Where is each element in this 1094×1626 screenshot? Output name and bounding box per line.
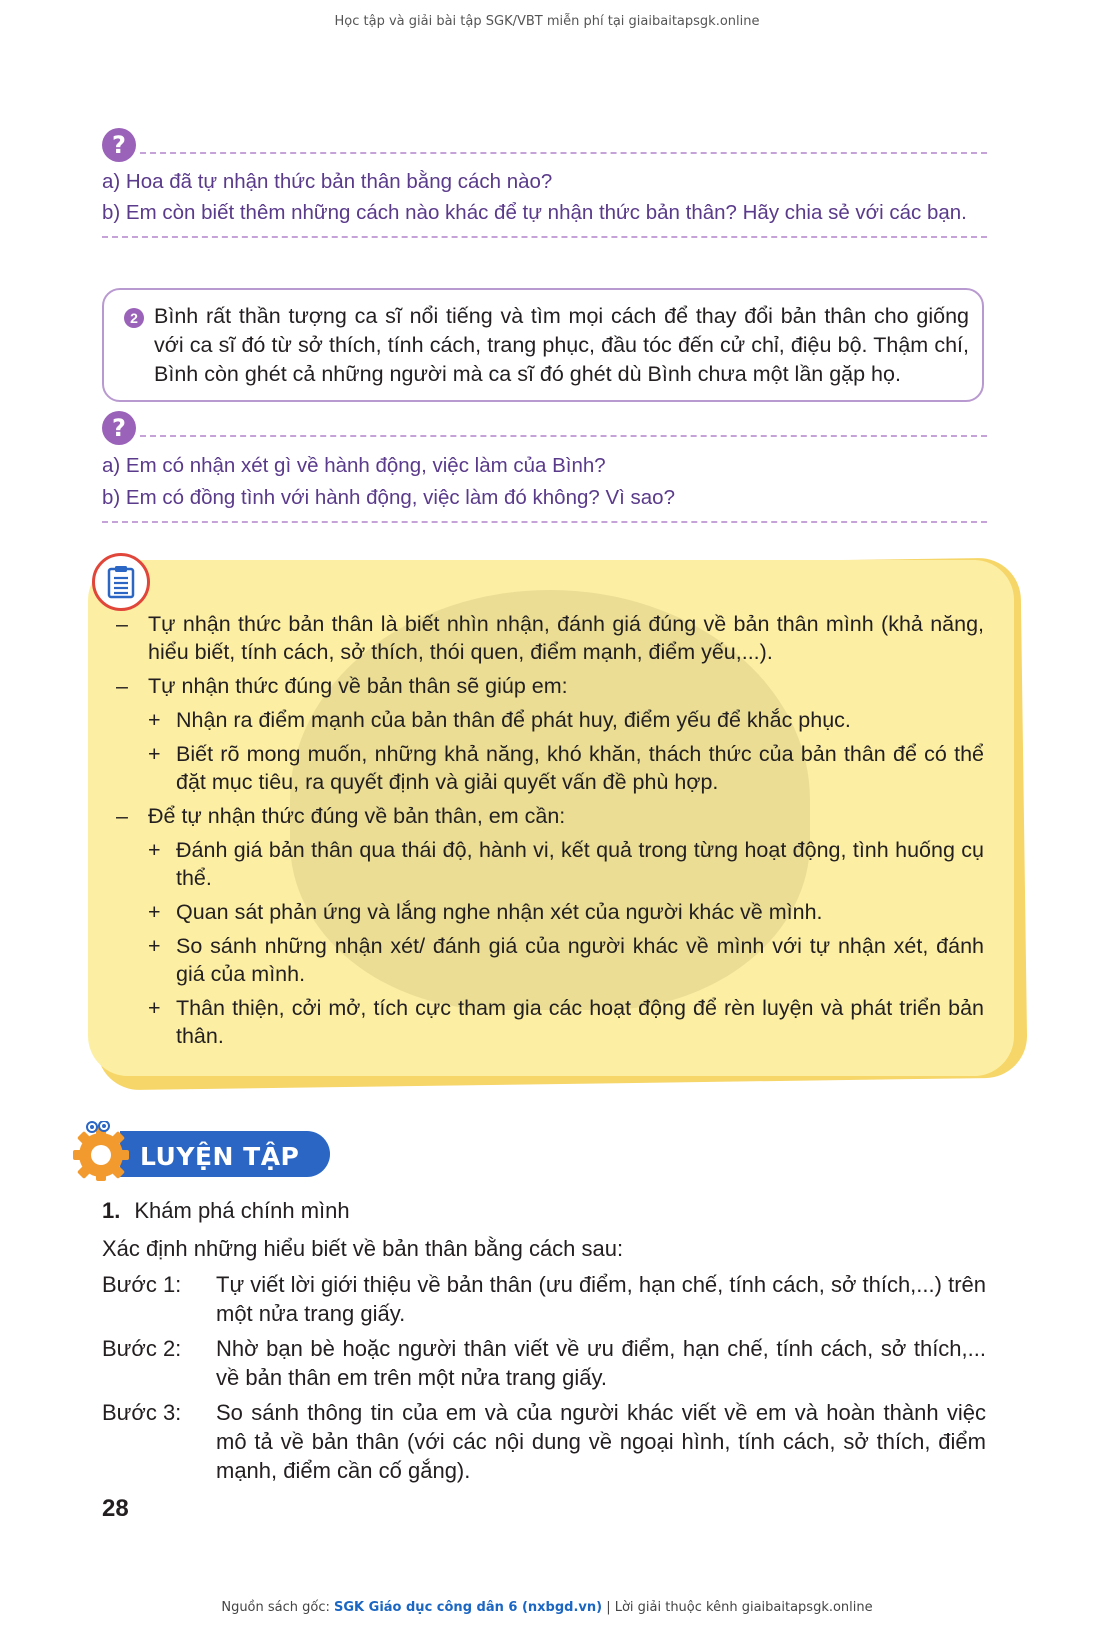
step-2-text: Nhờ bạn bè hoặc người thân viết về ưu điểm, hạn chế, tính cách, sở thích,... về bản thân em trên một nửa trang giấy. (216, 1336, 986, 1390)
question-1a: a) Hoa đã tự nhận thức bản thân bằng cách nào? (102, 170, 553, 193)
dashed-divider (102, 521, 987, 523)
step-3-label: Bước 3: (102, 1400, 182, 1425)
case-box-2 (102, 288, 984, 402)
dash-marker: – (116, 612, 128, 636)
plus-marker: + (148, 900, 161, 924)
plus-marker: + (148, 742, 161, 766)
note-subitem-3-4: + Thân thiện, cởi mở, tích cực tham gia các hoạt động để rèn luyện và phát triển bản thân. (148, 996, 984, 1048)
step-2-label: Bước 2: (102, 1336, 182, 1361)
exercise-title: 1. Khám phá chính mình (102, 1198, 350, 1223)
question-2a: a) Em có nhận xét gì về hành động, việc làm của Bình? (102, 454, 606, 477)
question-block-2 (102, 411, 987, 526)
page-footer: Nguồn sách gốc: SGK Giáo dục công dân 6 (nxbgd.vn) | Lời giải thuộc kênh giaibaitapsgk.online (221, 1600, 873, 1615)
note-subitem-3-3: + So sánh những nhận xét/ đánh giá của người khác về mình với tự nhận xét, đánh giá của mình. (148, 934, 984, 986)
plus-marker: + (148, 838, 161, 862)
note-subitem-2-1: + Nhận ra điểm mạnh của bản thân để phát huy, điểm yếu để khắc phục. (148, 708, 851, 732)
dash-marker: – (116, 674, 128, 698)
dashed-divider (140, 435, 987, 437)
note-subitem-2-2: + Biết rõ mong muốn, những khả năng, khó khăn, thách thức của bản thân để có thể đặt mục tiêu, ra quyết định và giải quyết vấn đề phù hợp. (148, 742, 984, 794)
dash-marker: – (116, 804, 128, 828)
question-badge-icon: ? (102, 411, 136, 445)
section-title: LUYỆN TẬP (140, 1142, 300, 1171)
exercise-intro: Xác định những hiểu biết về bản thân bằng cách sau: (102, 1236, 624, 1261)
dashed-divider (102, 236, 987, 238)
source-link[interactable]: SGK Giáo dục công dân 6 (nxbgd.vn) (334, 1600, 603, 1615)
step-1-label: Bước 1: (102, 1272, 182, 1297)
dashed-divider (140, 152, 987, 154)
step-3-text: So sánh thông tin của em và của người khác viết về em và hoàn thành việc mô tả về bản thân (với các nội dung về ngoại hình, tính cách, sở thích, điểm mạnh, điểm cần cố gắng). (216, 1400, 986, 1483)
clipboard-icon (92, 553, 150, 611)
page-number: 28 (102, 1495, 129, 1522)
question-1b: b) Em còn biết thêm những cách nào khác để tự nhận thức bản thân? Hãy chia sẻ với các bạn. (102, 201, 967, 224)
note-subitem-3-2: + Quan sát phản ứng và lắng nghe nhận xét của người khác về mình. (148, 900, 823, 924)
note-item-1: – Tự nhận thức bản thân là biết nhìn nhận, đánh giá đúng về bản thân mình (khả năng, hiểu biết, tính cách, sở thích, thói quen, điểm mạnh, điểm yếu,...). (116, 612, 984, 664)
question-2b: b) Em có đồng tình với hành động, việc làm đó không? Vì sao? (102, 486, 675, 509)
case-text: Bình rất thần tượng ca sĩ nổi tiếng và tìm mọi cách để thay đổi bản thân cho giống với ca sĩ đó từ sở thích, tính cách, trang phục, đầu tóc đến cử chỉ, điệu bộ. Thậm chí, Bình còn ghét cả những người mà ca sĩ đó ghét dù Bình chưa một lần gặp họ. (154, 304, 969, 386)
note-item-2: – Tự nhận thức đúng về bản thân sẽ giúp em: (116, 674, 568, 698)
exercise-number: 1. (102, 1198, 121, 1223)
plus-marker: + (148, 934, 161, 958)
plus-marker: + (148, 996, 161, 1020)
page-header: Học tập và giải bài tập SGK/VBT miễn phí tại giaibaitapsgk.online (334, 14, 760, 29)
step-1-text: Tự viết lời giới thiệu về bản thân (ưu điểm, hạn chế, tính cách, sở thích,...) trên một nửa trang giấy. (216, 1272, 986, 1326)
question-badge-icon: ? (102, 128, 136, 162)
plus-marker: + (148, 708, 161, 732)
gear-icon (70, 1121, 132, 1183)
note-subitem-3-1: + Đánh giá bản thân qua thái độ, hành vi, kết quả trong từng hoạt động, tình huống cụ thể. (148, 838, 984, 890)
case-number-badge: 2 (124, 308, 144, 328)
question-block-1 (102, 128, 987, 243)
note-item-3: – Để tự nhận thức đúng về bản thân, em cần: (116, 804, 566, 828)
